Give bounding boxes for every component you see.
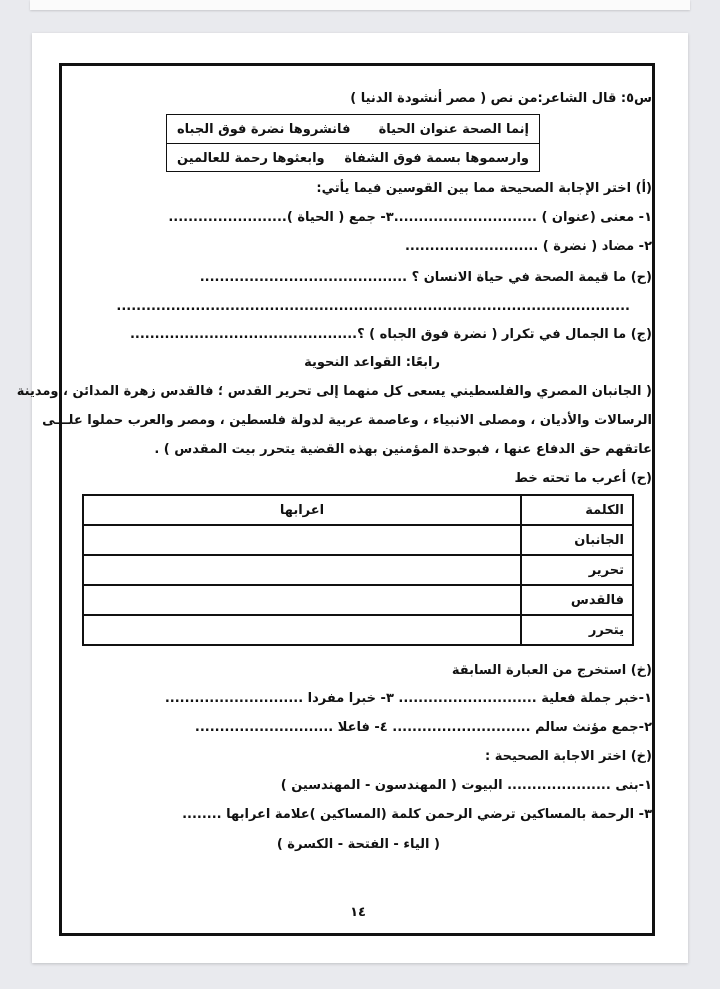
question-header: س٥: قال الشاعر:من نص ( مصر أنشودة الدنيا ): [350, 91, 652, 106]
part-b-answer-dots: ........................................................................................................: [116, 299, 630, 314]
poem-hemistich-right: إنما الصحة عنوان الحياة: [378, 121, 529, 137]
table-cell-word: يتحرر: [521, 615, 633, 645]
table-row: [83, 615, 633, 645]
poem-box: [166, 114, 540, 172]
table-cell-word: تحرير: [521, 555, 633, 585]
grammar-passage-line-2: الرسالات والأديان ، ومصلى الانبياء ، وعاصمة عربية لدولة فلسطين ، ومصر والعرب حملوا علـــى: [42, 413, 652, 428]
table-cell-word: فالقدس: [521, 585, 633, 615]
part-kh1-line-1: ١-خبر جملة فعلية ............................ ٣- خبرا مفردا ............................: [164, 691, 652, 706]
poem-hemistich-left: فانشروها نضرة فوق الجباه: [177, 121, 351, 137]
table-cell-parse-blank[interactable]: [83, 525, 521, 555]
grammar-passage-line-1: ( الجانبان المصري والفلسطيني يسعى كل منهما إلى تحرير القدس ؛ فالقدس زهرة المدائن ، ومدينة: [16, 384, 652, 399]
poem-hemistich-left: وابعثوها رحمة للعالمين: [177, 150, 325, 166]
table-cell-word: الجانبان: [521, 525, 633, 555]
previous-page-edge: [30, 0, 690, 10]
page-number: ١٤: [350, 905, 366, 920]
poem-hemistich-right: وارسموها بسمة فوق الشفاة: [344, 150, 529, 166]
table-row: [83, 555, 633, 585]
table-cell-parse-blank[interactable]: [83, 585, 521, 615]
table-row: [83, 585, 633, 615]
poem-row: [167, 143, 539, 172]
part-kh1-line-2: ٢-جمع مؤنث سالم ............................ ٤- فاعلا ............................: [194, 720, 652, 735]
part-kh2-heading: (خ) اختر الاجابة الصحيحة :: [484, 749, 652, 764]
parsing-table: [82, 494, 634, 646]
table-header-row: [83, 495, 633, 525]
grammar-title: رابعًا: القواعد النحوية: [304, 355, 440, 370]
grammar-passage-line-3: عاتقهم حق الدفاع عنها ، فبوحدة المؤمنين بهذه القضية يتحرر بيت المقدس ) .: [154, 442, 652, 457]
part-b-question: (ح) ما قيمة الصحة في حياة الانسان ؟ ..........................................: [199, 270, 652, 285]
part-kh2-line-1: ١-بنى ..................... البيوت ( المهندسون - المهندسين ): [280, 778, 652, 793]
part-kh2-line-2: ٣- الرحمة بالمساكين ترضي الرحمن كلمة (المساكين )علامة اعرابها ........: [182, 807, 652, 822]
table-header-word: الكلمة: [521, 495, 633, 525]
table-cell-parse-blank[interactable]: [83, 615, 521, 645]
part-kh2-line-3: ( الياء - الفتحة - الكسرة ): [276, 837, 440, 852]
table-cell-parse-blank[interactable]: [83, 555, 521, 585]
table-row: [83, 525, 633, 555]
part-a-heading: (أ) اختر الإجابة الصحيحة مما بين القوسين فيما يأتي:: [316, 181, 652, 196]
part-a-line-2: ٢- مضاد ( نضرة ) ...........................: [404, 239, 652, 254]
poem-row: [167, 115, 539, 143]
table-header-parse: اعرابها: [83, 495, 521, 525]
parse-heading: (ح) أعرب ما تحته خط: [514, 471, 652, 486]
part-c-question: (ج) ما الجمال في تكرار ( نضرة فوق الجباه ) ؟..............................................: [129, 327, 652, 342]
part-kh1-heading: (خ) استخرج من العبارة السابقة: [451, 663, 652, 678]
part-a-line-1: ١- معنى (عنوان ) .............................٣- جمع ( الحياة )........................: [168, 210, 652, 225]
